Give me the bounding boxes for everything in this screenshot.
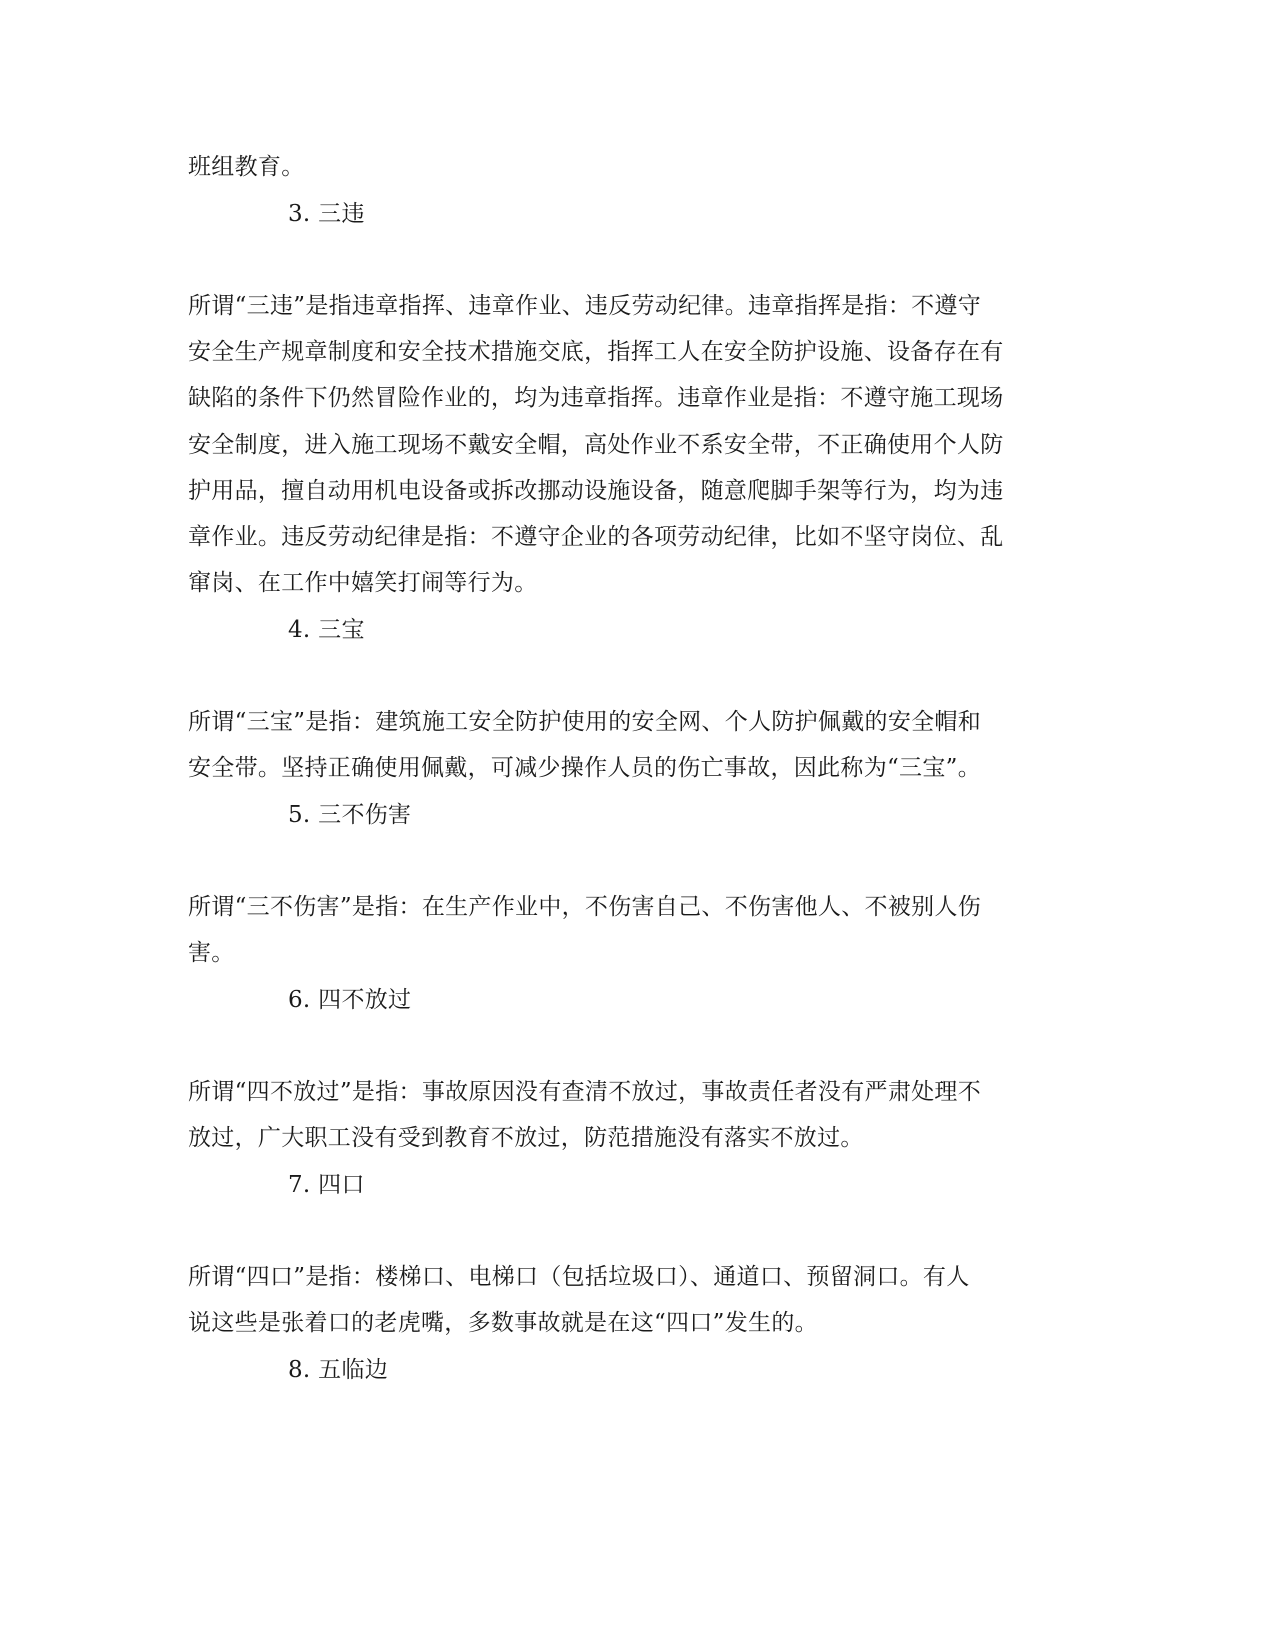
intro-tail-text: 班组教育。 bbox=[188, 154, 305, 180]
paragraph-line: 所谓“四不放过”是指：事故原因没有查清不放过，事故责任者没有严肃处理不 bbox=[188, 1079, 982, 1105]
paragraph-line: 护用品，擅自动用机电设备或拆改挪动设施设备，随意爬脚手架等行为，均为违 bbox=[188, 478, 1004, 504]
paragraph-line: 窜岗、在工作中嬉笑打闹等行为。 bbox=[188, 570, 538, 596]
paragraph-line: 安全带。坚持正确使用佩戴，可减少操作人员的伤亡事故，因此称为“三宝”。 bbox=[188, 755, 982, 781]
paragraph-line: 所谓“三违”是指违章指挥、违章作业、违反劳动纪律。违章指挥是指：不遵守 bbox=[188, 293, 982, 319]
section-heading-7: 7. 四口 bbox=[288, 1172, 365, 1198]
paragraph-line: 所谓“四口”是指：楼梯口、电梯口（包括垃圾口）、通道口、预留洞口。有人 bbox=[188, 1264, 970, 1290]
paragraph-line: 说这些是张着口的老虎嘴，多数事故就是在这“四口”发生的。 bbox=[188, 1310, 818, 1336]
paragraph-line: 安全制度，进入施工现场不戴安全帽，高处作业不系安全带，不正确使用个人防 bbox=[188, 432, 1004, 458]
section-heading-4: 4. 三宝 bbox=[288, 617, 365, 643]
section-heading-6: 6. 四不放过 bbox=[288, 987, 412, 1013]
paragraph-line: 害。 bbox=[188, 940, 235, 966]
section-heading-8: 8. 五临边 bbox=[288, 1357, 389, 1383]
paragraph-line: 放过，广大职工没有受到教育不放过，防范措施没有落实不放过。 bbox=[188, 1125, 864, 1151]
paragraph-line: 所谓“三不伤害”是指：在生产作业中，不伤害自己、不伤害他人、不被别人伤 bbox=[188, 894, 982, 920]
paragraph-line: 安全生产规章制度和安全技术措施交底，指挥工人在安全防护设施、设备存在有 bbox=[188, 339, 1004, 365]
paragraph-line: 章作业。违反劳动纪律是指：不遵守企业的各项劳动纪律，比如不坚守岗位、乱 bbox=[188, 524, 1004, 550]
section-heading-3: 3. 三违 bbox=[288, 201, 365, 227]
section-heading-5: 5. 三不伤害 bbox=[288, 802, 412, 828]
paragraph-line: 缺陷的条件下仍然冒险作业的，均为违章指挥。违章作业是指：不遵守施工现场 bbox=[188, 385, 1004, 411]
paragraph-line: 所谓“三宝”是指：建筑施工安全防护使用的安全网、个人防护佩戴的安全帽和 bbox=[188, 709, 982, 735]
